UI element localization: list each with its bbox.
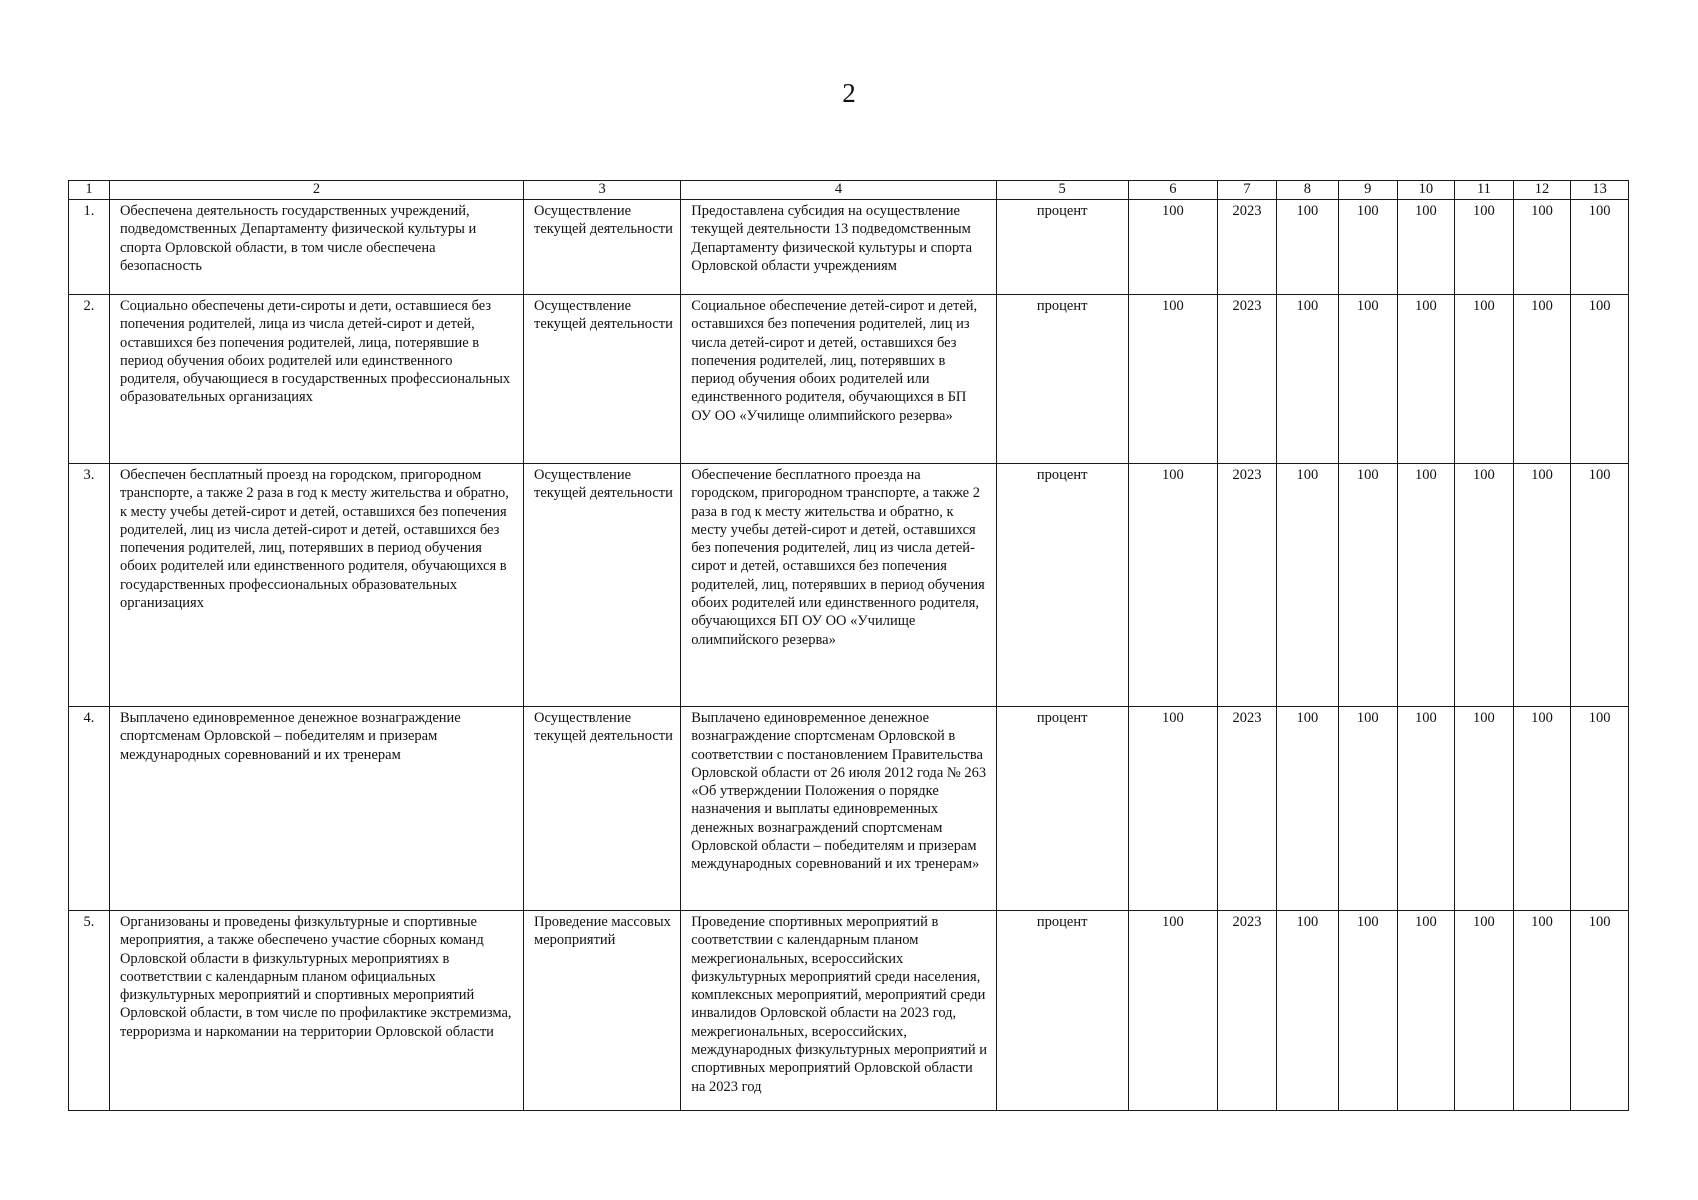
value-cell: 100	[1397, 707, 1455, 911]
result-text: Организованы и проведены физкультурные и спортивные мероприятия, а также обеспечено участие сборных команд Орловской области в физкультурных мероприятиях в соответствии с календарным планом официальных физкультурных мероприятий и спортивных мероприятий Орловской области, в том числе по профилактике экстремизма, терроризма и наркомании на территории Орловской области	[109, 911, 523, 1111]
value-cell: 100	[1276, 295, 1338, 464]
base-year-cell: 2023	[1218, 200, 1277, 295]
value-cell: 100	[1276, 464, 1338, 707]
value-cell: 100	[1455, 464, 1514, 707]
activity-description: Предоставлена субсидия на осуществление текущей деятельности 13 подведомственным Департаменту физической культуры и спорта Орловской области учреждениям	[681, 200, 997, 295]
table-row	[69, 911, 1629, 1111]
activity-type: Осуществление текущей деятельности	[524, 295, 681, 464]
header-row	[69, 181, 1629, 200]
unit-cell: процент	[996, 707, 1128, 911]
value-cell: 100	[1513, 295, 1571, 464]
column-header: 3	[524, 181, 681, 200]
result-text: Выплачено единовременное денежное вознаграждение спортсменам Орловской – победителям и призерам международных соревнований и их тренерам	[109, 707, 523, 911]
value-cell: 100	[1338, 911, 1397, 1111]
value-cell: 100	[1397, 295, 1455, 464]
column-header: 5	[996, 181, 1128, 200]
column-header: 13	[1571, 181, 1629, 200]
value-cell: 100	[1338, 464, 1397, 707]
column-header: 7	[1218, 181, 1277, 200]
base-value-cell: 100	[1128, 911, 1218, 1111]
results-table-wrapper	[68, 180, 1629, 1111]
column-header: 6	[1128, 181, 1218, 200]
value-cell: 100	[1455, 911, 1514, 1111]
value-cell: 100	[1338, 295, 1397, 464]
result-text: Обеспечена деятельность государственных учреждений, подведомственных Департаменту физической культуры и спорта Орловской области, в том числе обеспечена безопасность	[109, 200, 523, 295]
unit-cell: процент	[996, 911, 1128, 1111]
table-row	[69, 295, 1629, 464]
row-number: 2.	[69, 295, 110, 464]
table-row	[69, 200, 1629, 295]
row-number: 3.	[69, 464, 110, 707]
column-header: 2	[109, 181, 523, 200]
table-row	[69, 707, 1629, 911]
column-header: 8	[1276, 181, 1338, 200]
base-value-cell: 100	[1128, 707, 1218, 911]
unit-cell: процент	[996, 200, 1128, 295]
value-cell: 100	[1276, 200, 1338, 295]
column-header: 12	[1513, 181, 1571, 200]
result-text: Социально обеспечены дети-сироты и дети, оставшиеся без попечения родителей, лица из числа детей-сирот и детей, оставшихся без попечения родителей, лица, потерявшие в период обучения обоих родителей или единственного родителя, обучающиеся в государственных профессиональных образовательных организациях	[109, 295, 523, 464]
column-header: 11	[1455, 181, 1514, 200]
value-cell: 100	[1397, 200, 1455, 295]
row-number: 1.	[69, 200, 110, 295]
column-header: 1	[69, 181, 110, 200]
value-cell: 100	[1571, 464, 1629, 707]
column-header: 9	[1338, 181, 1397, 200]
value-cell: 100	[1513, 911, 1571, 1111]
activity-type: Проведение массовых мероприятий	[524, 911, 681, 1111]
base-year-cell: 2023	[1218, 707, 1277, 911]
base-year-cell: 2023	[1218, 911, 1277, 1111]
base-value-cell: 100	[1128, 200, 1218, 295]
base-value-cell: 100	[1128, 464, 1218, 707]
value-cell: 100	[1513, 200, 1571, 295]
base-value-cell: 100	[1128, 295, 1218, 464]
base-year-cell: 2023	[1218, 464, 1277, 707]
value-cell: 100	[1455, 200, 1514, 295]
results-table	[68, 180, 1629, 1111]
activity-description: Проведение спортивных мероприятий в соответствии с календарным планом межрегиональных, всероссийских физкультурных мероприятий среди населения, комплексных мероприятий, мероприятий среди инвалидов Орловской области на 2023 год, межрегиональных, всероссийских, международных физкультурных мероприятий и спортивных мероприятий Орловской области на 2023 год	[681, 911, 997, 1111]
value-cell: 100	[1397, 911, 1455, 1111]
value-cell: 100	[1397, 464, 1455, 707]
value-cell: 100	[1338, 200, 1397, 295]
value-cell: 100	[1571, 707, 1629, 911]
column-header: 10	[1397, 181, 1455, 200]
value-cell: 100	[1276, 911, 1338, 1111]
row-number: 4.	[69, 707, 110, 911]
activity-type: Осуществление текущей деятельности	[524, 464, 681, 707]
activity-type: Осуществление текущей деятельности	[524, 707, 681, 911]
row-number: 5.	[69, 911, 110, 1111]
unit-cell: процент	[996, 464, 1128, 707]
value-cell: 100	[1338, 707, 1397, 911]
page-number: 2	[842, 78, 856, 108]
value-cell: 100	[1571, 911, 1629, 1111]
value-cell: 100	[1455, 295, 1514, 464]
unit-cell: процент	[996, 295, 1128, 464]
column-header: 4	[681, 181, 997, 200]
base-year-cell: 2023	[1218, 295, 1277, 464]
value-cell: 100	[1513, 707, 1571, 911]
activity-description: Выплачено единовременное денежное вознаграждение спортсменам Орловской в соответствии с постановлением Правительства Орловской области от 26 июля 2012 года № 263 «Об утверждении Положения о порядке назначения и выплаты единовременных денежных вознаграждений спортсменам Орловской области – победителям и призерам международных соревнований и их тренерам»	[681, 707, 997, 911]
value-cell: 100	[1513, 464, 1571, 707]
result-text: Обеспечен бесплатный проезд на городском, пригородном транспорте, а также 2 раза в год к месту жительства и обратно, к месту учебы детей-сирот и детей, оставшихся без попечения родителей, лиц из числа детей-сирот и детей, оставшихся без попечения родителей, лиц, потерявших в период обучения обоих родителей или единственного родителя, обучающихся в государственных профессиональных образовательных организациях	[109, 464, 523, 707]
value-cell: 100	[1276, 707, 1338, 911]
value-cell: 100	[1455, 707, 1514, 911]
activity-description: Обеспечение бесплатного проезда на городском, пригородном транспорте, а также 2 раза в год к месту жительства и обратно, к месту учебы детей-сирот и детей, оставшихся без попечения родителей, лиц из числа детей-сирот и детей, оставшихся без попечения родителей, лиц, потерявших в период обучения обоих родителей или единственного родителя, обучающихся БП ОУ ОО «Училище олимпийского резерва»	[681, 464, 997, 707]
value-cell: 100	[1571, 200, 1629, 295]
activity-type: Осуществление текущей деятельности	[524, 200, 681, 295]
value-cell: 100	[1571, 295, 1629, 464]
table-row	[69, 464, 1629, 707]
activity-description: Социальное обеспечение детей-сирот и детей, оставшихся без попечения родителей, лиц из числа детей-сирот и детей, оставшихся без попечения родителей, лиц, потерявших в период обучения обоих родителей или единственного родителя, обучающихся в БП ОУ ОО «Училище олимпийского резерва»	[681, 295, 997, 464]
